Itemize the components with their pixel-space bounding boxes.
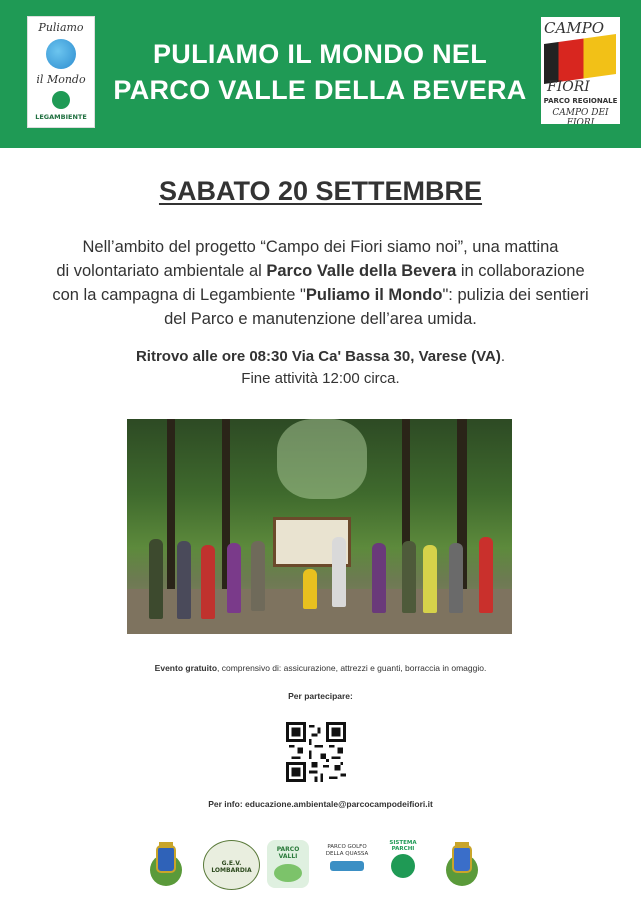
page-title	[110, 36, 530, 108]
description-line-2: di volontariato ambientale al Parco Valle della Bevera in collaborazione	[56, 262, 585, 280]
event-description	[0, 235, 641, 331]
volunteer	[423, 545, 437, 613]
info-contact: Per info: educazione.ambientale@parcocampodeifiori.it	[208, 799, 433, 809]
volunteer	[332, 537, 346, 607]
title-line-2: PARCO VALLE DELLA BEVERA	[113, 75, 527, 105]
volunteer	[402, 541, 416, 613]
event-note: Evento gratuito, comprensivo di: assicurazione, attrezzi e guanti, borraccia in omaggio.	[154, 663, 487, 673]
municipality-crest-right	[444, 840, 480, 888]
logo-text-legambiente: LEGAMBIENTE	[35, 113, 87, 121]
participate-label: Per partecipare:	[288, 691, 353, 701]
end-time: Fine attività 12:00 circa.	[241, 370, 400, 387]
logo-text-parco-regionale: PARCO REGIONALE	[543, 97, 618, 105]
meeting-point: Ritrovo alle ore 08:30 Via Ca' Bassa 30, Varese (VA).	[135, 348, 506, 365]
title-line-1: PULIAMO IL MONDO NEL	[153, 39, 487, 69]
description-line-1: Nell’ambito del progetto “Campo dei Fiori siamo noi”, una mattina	[82, 238, 559, 256]
logo-text-il-mondo: il Mondo	[36, 73, 86, 86]
event-date: SABATO 20 SETTEMBRE	[158, 176, 483, 206]
logo-text-fiori: FIORI	[547, 79, 590, 95]
info-email-link[interactable]: educazione.ambientale@parcocampodeifiori.it	[245, 799, 433, 809]
qr-code[interactable]	[286, 722, 346, 782]
parco-golfo-della-quassa-logo: PARCO GOLFO DELLA QUASSA	[322, 840, 372, 888]
partner-logos	[0, 840, 641, 890]
volunteer	[303, 569, 317, 609]
volunteer	[149, 539, 163, 619]
description-line-4: del Parco e manutenzione dell’area umida.	[164, 310, 477, 328]
municipality-crest-left	[148, 840, 184, 888]
campo-dei-fiori-logo	[541, 17, 620, 124]
meeting-info	[0, 346, 641, 390]
volunteer	[201, 545, 215, 619]
header-banner	[0, 0, 641, 148]
description-line-3: con la campagna di Legambiente "Puliamo il Mondo": pulizia dei sentieri	[52, 286, 589, 304]
volunteer	[479, 537, 493, 613]
globe-icon	[46, 39, 76, 69]
tree-trunk	[167, 419, 175, 589]
logo-text-campo: CAMPO	[544, 19, 605, 37]
volunteer	[227, 543, 241, 613]
photo-sky	[277, 419, 367, 499]
group-photo	[127, 419, 512, 634]
volunteer	[177, 541, 191, 619]
puliamo-il-mondo-logo	[27, 16, 95, 128]
volunteer	[251, 541, 265, 611]
parco-valli-logo: PARCO VALLI	[267, 840, 309, 888]
gev-lombardia-logo: G.E.V. LOMBARDIA	[203, 840, 260, 890]
logo-text-campo-dei-fiori: CAMPO DEI FIORI	[552, 108, 609, 124]
volunteer	[372, 543, 386, 613]
sistema-parchi-logo: SISTEMA PARCHI	[383, 840, 423, 888]
volunteer	[449, 543, 463, 613]
logo-color-band	[544, 34, 616, 84]
logo-text-puliamo: Puliamo	[38, 21, 84, 34]
leaf-icon	[52, 91, 70, 109]
